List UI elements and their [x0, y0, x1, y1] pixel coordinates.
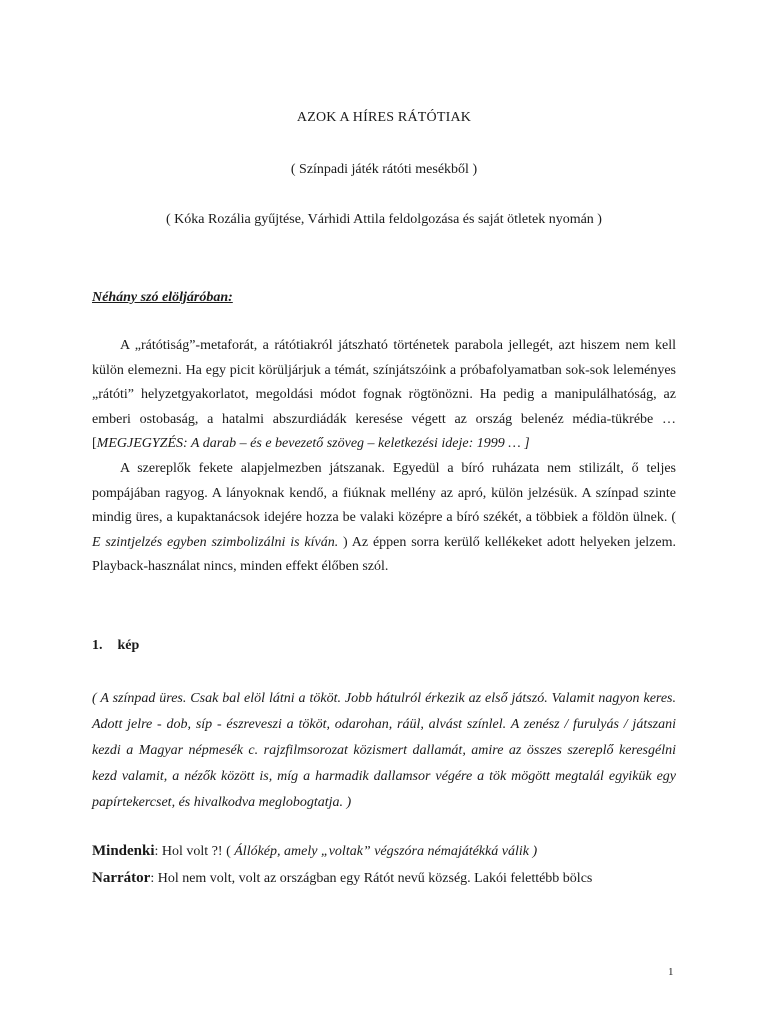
dialogue-text: : Hol nem volt, volt az országban egy Rátót nevű község. Lakói felettébb bölcs	[150, 871, 593, 886]
intro-paragraph-1-note: MEGJEGYZÉS: A darab – és e bevezető szöveg – keletkezési ideje: 1999 … ]	[96, 436, 530, 452]
intro-paragraph-2-text-a: A szereplők fekete alapjelmezben játszanak. Egyedül a bíró ruházata nem stilizált, ő teljes pompájában ragyog. A lányoknak kendő, a fiúknak mellény az apró, külön jelzésük. A színpad szinte mindig üres, a kupaktanácsok idejére hozza be valaki középre a bíró székét, a többiek a földön ülnek. (	[92, 460, 676, 526]
intro-heading: Néhány szó elöljáróban:	[92, 290, 233, 305]
dialogue-line-2	[92, 865, 692, 892]
document-title: AZOK A HÍRES RÁTÓTIAK	[296, 110, 472, 125]
document-credits: ( Kóka Rozália gyűjtése, Várhidi Attila feldolgozása és saját ötletek nyomán )	[166, 212, 602, 227]
dialogue	[92, 838, 692, 892]
dialogue-line-1	[92, 838, 692, 865]
speaker-name: Mindenki	[92, 843, 155, 859]
scene-label: kép	[117, 638, 140, 653]
intro-section	[92, 334, 676, 580]
intro-paragraph-1-text: A „rátótiság”-metaforát, a rátótiakról játszható történetek parabola jellegét, azt hiszem nem kell külön elemezni. Ha egy picit körüljárjuk a témát, színjátszóink a próbafolyamatban sok-sok leleményes „rátóti” helyzetgyakorlatot, megoldási módot fognak rögtönözni. Ha pedig a manipulálhatóság, az emberi ostobaság, a hatalmi abszurdiádák keresése végett az ország belenéz média-tükrébe … [	[92, 338, 676, 452]
page-number: 1	[668, 966, 674, 978]
dialogue-direction: Állókép, amely „voltak” végszóra némajátékká válik )	[234, 844, 538, 859]
intro-paragraph-1	[92, 334, 676, 457]
document-subtitle: ( Színpadi játék rátóti mesékből )	[290, 162, 478, 177]
intro-paragraph-2	[92, 457, 676, 580]
speaker-name: Narrátor	[92, 870, 151, 886]
scene-heading	[92, 638, 139, 654]
scene-number: 1.	[92, 638, 103, 653]
dialogue-text: : Hol volt ?! (	[154, 844, 235, 859]
stage-direction: ( A színpad üres. Csak bal elöl látni a tököt. Jobb hátulról érkezik az első játszó. Valamit nagyon keres. Adott jelre - dob, síp - észreveszi a tököt, odarohan, ráül, alvást színlel. A zenész / furulyás / játszani kezdi a Magyar népmesék c. rajzfilmsorozat közismert dallamát, amire az összes szereplő keresgélni kezd valamit, a nézők között is, míg a harmadik dallamsor végére a tök mögött megtalál egyikük egy papírtekercset, és hivalkodva meglobogtatja. )	[92, 691, 676, 810]
intro-paragraph-2-note: E szintjelzés egyben szimbolizálni is kíván.	[92, 534, 339, 550]
intro-paragraph-2-text-b: ) Az éppen sorra kerülő kellékeket adott helyeken jelzem. Playback-használat nincs, minden effekt élőben szól.	[92, 534, 676, 575]
